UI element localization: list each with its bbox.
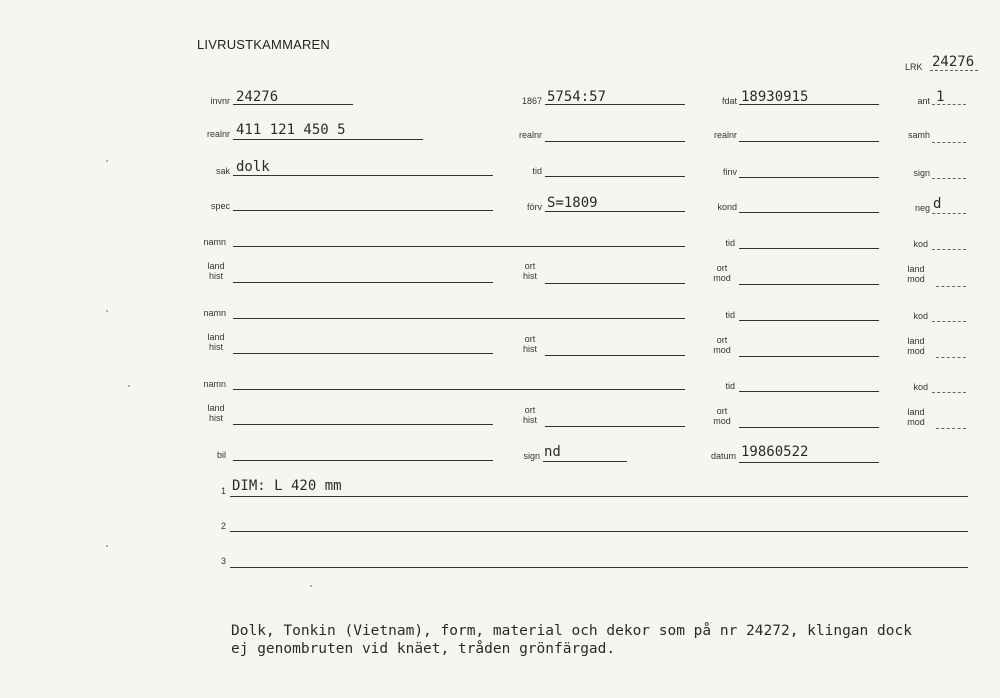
sak-value: dolk [236, 159, 270, 175]
namn-1-line [233, 246, 685, 247]
label-ort-mod-2 [700, 335, 744, 355]
spec-line [233, 210, 493, 211]
ant-line [932, 104, 966, 105]
label-land-mod-3 [894, 407, 938, 427]
ort-mod-2-line [739, 356, 879, 357]
label-neg: neg [914, 203, 930, 213]
label-namn-2: namn [203, 308, 226, 318]
label-land: land [207, 403, 225, 413]
label-finv: finv [722, 167, 737, 177]
lrk-line [930, 70, 978, 71]
label-samh: samh [907, 130, 930, 140]
label-kod-2: kod [913, 311, 928, 321]
label-ort: ort [716, 335, 728, 345]
catalog-1867-line [545, 104, 685, 105]
label-ort: ort [524, 405, 536, 415]
label-ort-hist-3 [510, 405, 550, 425]
fdat-line [739, 104, 879, 105]
kond-line [739, 212, 879, 213]
label-ant: ant [917, 96, 930, 106]
label-row-1: 1 [220, 486, 226, 496]
label-ort-hist-2 [510, 334, 550, 354]
archive-title: LIVRUSTKAMMAREN [197, 37, 331, 52]
speck [128, 385, 130, 387]
label-land-mod-2 [894, 336, 938, 356]
tid-1-line [739, 248, 879, 249]
tid-line [545, 176, 685, 177]
label-realnr: realnr [206, 129, 230, 139]
realnr-line [233, 139, 423, 140]
ort-mod-3-line [739, 427, 879, 428]
label-tid-3: tid [725, 381, 735, 391]
label-ort: ort [716, 263, 728, 273]
speck [106, 310, 108, 312]
label-hist: hist [522, 271, 537, 281]
datum-line [739, 462, 879, 463]
label-hist: hist [522, 344, 537, 354]
namn-2-line [233, 318, 685, 319]
namn-3-line [233, 389, 685, 390]
lrk-number: 24276 [932, 54, 975, 70]
label-mod: mod [907, 274, 925, 284]
label-land-hist-1 [198, 261, 234, 281]
label-realnr-3: realnr [713, 130, 737, 140]
speck [310, 585, 312, 587]
realnr-value: 411 121 450 5 [236, 122, 346, 138]
tid-2-line [739, 320, 879, 321]
row-2-line [230, 531, 968, 532]
label-mod: mod [713, 273, 731, 283]
label-invnr: invnr [210, 96, 230, 106]
land-hist-3-line [233, 424, 493, 425]
label-land: land [207, 332, 225, 342]
label-kod-3: kod [913, 382, 928, 392]
catalog-1867-value: 5754:57 [547, 89, 607, 105]
sak-line [233, 175, 493, 176]
label-spec: spec [210, 201, 230, 211]
realnr-3-line [739, 141, 879, 142]
label-mod: mod [907, 417, 925, 427]
label-hist: hist [522, 415, 537, 425]
ort-mod-1-line [739, 284, 879, 285]
row-1-line [230, 496, 968, 497]
label-ort-mod-3 [700, 406, 744, 426]
label-mod: mod [713, 416, 731, 426]
label-land-hist-3 [198, 403, 234, 423]
description-line-2: ej genombruten vid knäet, tråden grönfärgad. [231, 641, 616, 657]
label-land-mod-1 [894, 264, 938, 284]
sign-line [932, 178, 966, 179]
land-hist-2-line [233, 353, 493, 354]
sign-2-line [543, 461, 627, 462]
label-datum: datum [710, 451, 736, 461]
label-realnr-2: realnr [518, 130, 542, 140]
invnr-line [233, 104, 353, 105]
neg-value: d [933, 196, 942, 212]
row-3-line [230, 567, 968, 568]
row-1-value: DIM: L 420 mm [232, 478, 342, 494]
samh-line [932, 142, 966, 143]
forv-value: S=1809 [547, 195, 598, 211]
ort-hist-1-line [545, 283, 685, 284]
label-land: land [907, 264, 925, 274]
ant-value: 1 [936, 89, 945, 105]
label-kod-1: kod [913, 239, 928, 249]
description-text [231, 622, 912, 658]
kod-1-line [932, 249, 966, 250]
label-ort: ort [524, 261, 536, 271]
label-hist: hist [208, 342, 223, 352]
label-sign-2: sign [523, 451, 540, 461]
label-namn-3: namn [203, 379, 226, 389]
fdat-value: 18930915 [741, 89, 809, 105]
label-forv: förv [526, 202, 542, 212]
label-land: land [207, 261, 225, 271]
forv-line [545, 211, 685, 212]
label-mod: mod [907, 346, 925, 356]
label-kond: kond [717, 202, 737, 212]
label-land: land [907, 336, 925, 346]
datum-value: 19860522 [741, 444, 809, 460]
bil-line [233, 460, 493, 461]
kod-3-line [932, 392, 966, 393]
description-line-1: Dolk, Tonkin (Vietnam), form, material och dekor som på nr 24272, klingan dock [231, 623, 912, 639]
land-mod-2-line [936, 357, 966, 358]
label-tid: tid [532, 166, 542, 176]
land-mod-3-line [936, 428, 966, 429]
label-land-hist-2 [198, 332, 234, 352]
label-land: land [907, 407, 925, 417]
neg-line [932, 213, 966, 214]
land-hist-1-line [233, 282, 493, 283]
realnr-2-line [545, 141, 685, 142]
land-mod-1-line [936, 286, 966, 287]
label-namn-1: namn [203, 237, 226, 247]
label-row-3: 3 [220, 556, 226, 566]
label-ort: ort [716, 406, 728, 416]
invnr-value: 24276 [236, 89, 279, 105]
label-hist: hist [208, 271, 223, 281]
lrk-label: LRK [905, 62, 923, 72]
label-hist: hist [208, 413, 223, 423]
label-fdat: fdat [721, 96, 737, 106]
label-mod: mod [713, 345, 731, 355]
speck [106, 545, 108, 547]
label-1867: 1867 [521, 96, 542, 106]
label-tid-1: tid [725, 238, 735, 248]
label-sign: sign [913, 168, 930, 178]
label-bil: bil [216, 450, 226, 460]
label-ort-mod-1 [700, 263, 744, 283]
tid-3-line [739, 391, 879, 392]
kod-2-line [932, 321, 966, 322]
ort-hist-3-line [545, 426, 685, 427]
sign-value: nd [544, 444, 561, 460]
label-row-2: 2 [220, 521, 226, 531]
label-sak: sak [215, 166, 230, 176]
speck [106, 160, 108, 162]
label-ort-hist-1 [510, 261, 550, 281]
label-ort: ort [524, 334, 536, 344]
label-tid-2: tid [725, 310, 735, 320]
finv-line [739, 177, 879, 178]
ort-hist-2-line [545, 355, 685, 356]
